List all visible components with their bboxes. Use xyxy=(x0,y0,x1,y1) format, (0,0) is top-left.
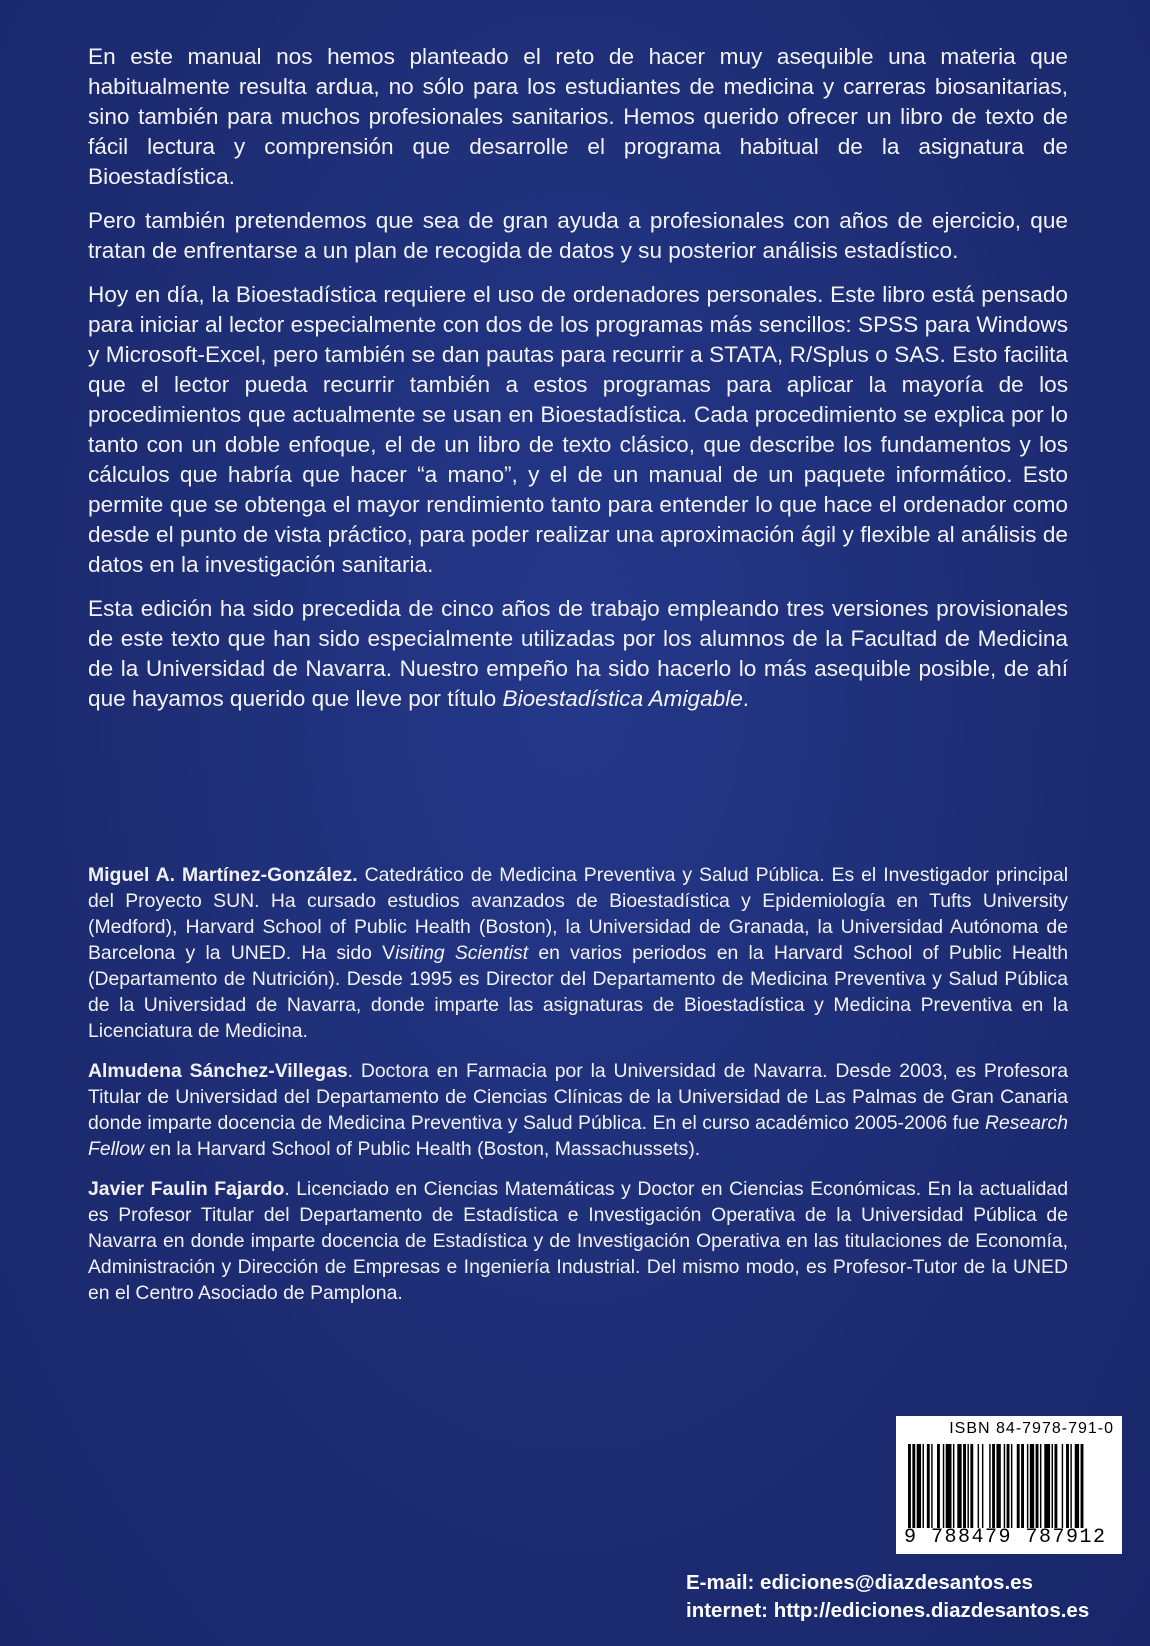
book-title-italic: Bioestadística Amigable xyxy=(502,686,743,711)
author-bio-2-text-a: . Doctora en Farmacia por la Universidad de Navarra. Desde 2003, es Profesora Titular de Universidad del Departamento de Ciencias Clínicas de la Universidad de Las Palmas de Gran Canaria donde imparte docencia de Medicina Preventiva y Salud Pública. En el curso académico 2005-2006 fue xyxy=(88,1060,1068,1134)
author-name-3: Javier Faulin Fajardo xyxy=(88,1178,285,1200)
author-bio-3 xyxy=(88,1176,1068,1306)
publisher-website: internet: http://ediciones.diazdesantos.es xyxy=(686,1599,1090,1622)
synopsis-paragraph-2: Pero también pretendemos que sea de gran ayuda a profesionales con años de ejercicio, que tratan de enfrentarse a un plan de recogida de datos y su posterior análisis estadístico. xyxy=(88,208,1068,263)
barcode-icon xyxy=(904,1444,1114,1528)
author-bio-2-text-b: en la Harvard School of Public Health (Boston, Massachussets). xyxy=(144,1138,701,1160)
synopsis-paragraph-4-text: Esta edición ha sido precedida de cinco años de trabajo empleando tres versiones provisionales de este texto que han sido especialmente utilizadas por los alumnos de la Facultad de Medicina de la Universidad de Navarra. Nuestro empeño ha sido hacerlo lo más asequible posible, de ahí que hayamos querido que lleve por título xyxy=(88,596,1068,711)
author-bio-1-italic: isiting Scientist xyxy=(395,942,529,964)
author-bio-1 xyxy=(88,862,1068,1044)
barcode-digits: 9 788479 787912 xyxy=(904,1526,1107,1549)
author-name-1: Miguel A. Martínez-González. xyxy=(88,864,358,886)
author-bio-2 xyxy=(88,1058,1068,1162)
publisher-contact xyxy=(686,1569,1126,1625)
isbn-label: ISBN 84-7978-791-0 xyxy=(949,1420,1114,1437)
author-bio-1-text-b: en varios periodos en la Harvard School of Public Health (Departamento de Nutrición). Desde 1995 es Director del Departamento de Medicina Preventiva y Salud Pública de la Universidad de Navarra, donde imparte las asignaturas de Bioestadística y Medicina Preventiva en la Licenciatura de Medicina. xyxy=(88,942,1068,1042)
synopsis xyxy=(88,42,1068,728)
author-bio-1-text-a: Catedrático de Medicina Preventiva y Salud Pública. Es el Investigador principal del Proyecto SUN. Ha cursado estudios avanzados de Bioestadística y Epidemiología en Tufts University (Medford), Harvard School of Public Health (Boston), la Universidad de Granada, la Universidad Autónoma de Barcelona y la UNED. Ha sido V xyxy=(88,864,1069,964)
isbn-barcode-box xyxy=(896,1416,1122,1554)
publisher-email: E-mail: ediciones@diazdesantos.es xyxy=(686,1571,1033,1594)
synopsis-paragraph-3: Hoy en día, la Bioestadística requiere el uso de ordenadores personales. Este libro está pensado para iniciar al lector especialmente con dos de los programas más sencillos: SPSS para Windows y Microsoft-Excel, pero también se dan pautas para recurrir a STATA, R/Splus o SAS. Esto facilita que el lector pueda recurrir también a estos programas para aplicar la mayoría de los procedimientos que actualmente se usan en Bioestadística. Cada procedimiento se explica por lo tanto con un doble enfoque, el de un libro de texto clásico, que describe los fundamentos y los cálculos que habría que hacer “a mano”, y el de un manual de un paquete informático. Esto permite que se obtenga el mayor rendimiento tanto para entender lo que hace el ordenador como desde el punto de vista práctico, para poder realizar una aproximación ágil y flexible al análisis de datos en la investigación sanitaria. xyxy=(88,282,1068,577)
author-name-2: Almudena Sánchez-Villegas xyxy=(88,1060,348,1082)
author-bio-2-italic: Research Fellow xyxy=(88,1112,1068,1160)
author-bios xyxy=(88,862,1068,1320)
synopsis-paragraph-4-end: . xyxy=(742,686,750,711)
synopsis-paragraph-4 xyxy=(88,594,1068,714)
synopsis-paragraph-1: En este manual nos hemos planteado el reto de hacer muy asequible una materia que habitualmente resulta ardua, no sólo para los estudiantes de medicina y carreras biosanitarias, sino también para muchos profesionales sanitarios. Hemos querido ofrecer un libro de texto de fácil lectura y comprensión que desarrolle el programa habitual de la asignatura de Bioestadística. xyxy=(88,44,1068,189)
author-bio-3-text-a: . Licenciado en Ciencias Matemáticas y Doctor en Ciencias Económicas. En la actualidad es Profesor Titular del Departamento de Estadística e Investigación Operativa de la Universidad Pública de Navarra en donde imparte docencia de Estadística y de Investigación Operativa en las titulaciones de Economía, Administración y Dirección de Empresas e Ingeniería Industrial. Del mismo modo, es Profesor-Tutor de la UNED en el Centro Asociado de Pamplona. xyxy=(88,1178,1068,1304)
